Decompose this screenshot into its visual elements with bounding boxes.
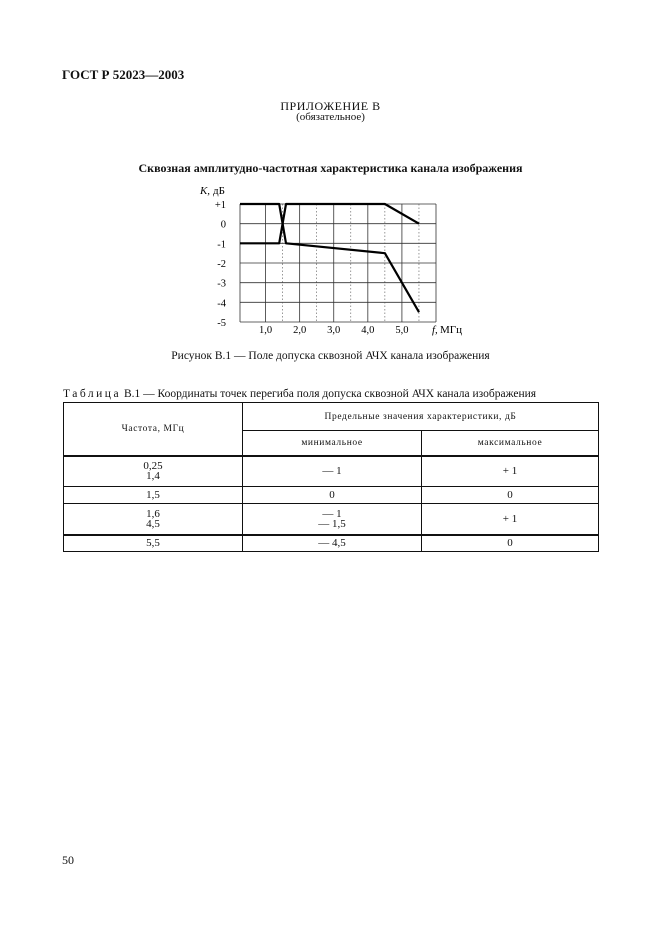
table-row: [64, 487, 599, 504]
cell-frequency-value: 1,5: [146, 489, 160, 501]
table-row: [64, 535, 599, 552]
table-row: [64, 504, 599, 535]
y-tick-label: -5: [217, 318, 226, 329]
y-tick-label: -1: [217, 239, 226, 251]
chart-tick-labels: [215, 200, 409, 336]
cell-frequency-value: 5,5: [146, 537, 160, 550]
table-caption: [63, 388, 536, 400]
tolerance-table: [63, 402, 599, 552]
cell-min: [243, 504, 422, 535]
chart-series: [240, 204, 419, 312]
figure-caption: Рисунок В.1 — Поле допуска сквозной АЧХ канала изображения: [171, 350, 490, 362]
x-axis-unit: МГц: [440, 324, 463, 336]
cell-min: [243, 535, 422, 552]
y-axis-symbol: К,: [200, 185, 211, 197]
y-tick-label: 0: [220, 219, 226, 231]
cell-min: [243, 487, 422, 504]
cell-frequency-value: 0,25: [143, 460, 163, 473]
cell-frequency-value: 1,6: [146, 507, 160, 520]
x-tick-label: 1,0: [259, 325, 273, 336]
y-tick-label: -4: [217, 298, 226, 310]
cell-frequency-value: 4,5: [146, 517, 160, 530]
table-caption-prefix: Таблица: [63, 388, 122, 400]
cell-frequency: [64, 504, 243, 535]
cell-min-value: — 1: [322, 507, 342, 520]
cell-max: + 1: [422, 456, 599, 487]
cell-frequency: [64, 487, 243, 504]
cell-max: + 1: [422, 504, 599, 535]
table-row: [64, 456, 599, 487]
cell-max: 0: [422, 535, 599, 552]
chart-grid: [240, 204, 436, 322]
x-tick-label: 5,0: [395, 325, 409, 336]
x-tick-label: 4,0: [361, 325, 375, 336]
col-frequency-header: Частота, МГц: [64, 403, 243, 456]
y-tick-label: -2: [217, 259, 226, 270]
cell-min-value: — 1: [322, 465, 342, 478]
frequency-response-chart: [0, 180, 661, 345]
x-axis-symbol: f,: [432, 324, 438, 336]
chart-title: Сквозная амплитудно-частотная характеристика канала изображения: [138, 161, 523, 175]
cell-max: 0: [422, 487, 599, 504]
cell-frequency: [64, 456, 243, 487]
appendix-subtitle: (обязательное): [296, 111, 365, 123]
page-number: 50: [62, 853, 74, 867]
table-caption-text: В.1 — Координаты точек перегиба поля допуска сквозной АЧХ канала изображения: [121, 388, 537, 400]
series-line-lower-limit: [240, 204, 419, 312]
cell-min-value: — 1,5: [318, 517, 346, 530]
document-code: ГОСТ Р 52023—2003: [62, 67, 185, 82]
col-limits-header: Предельные значения характеристики, дБ: [243, 403, 599, 431]
col-min-header: минимальное: [243, 431, 422, 456]
y-tick-label: +1: [214, 200, 226, 211]
cell-frequency: [64, 535, 243, 552]
cell-min-value: — 4,5: [318, 537, 346, 550]
appendix-title: ПРИЛОЖЕНИЕ В: [280, 99, 381, 113]
col-max-header: максимальное: [422, 431, 599, 456]
y-axis-unit: дБ: [213, 185, 225, 197]
cell-min-value: 0: [329, 489, 335, 501]
cell-frequency-value: 1,4: [146, 470, 160, 483]
cell-min: [243, 456, 422, 487]
x-tick-label: 3,0: [327, 325, 341, 336]
y-tick-label: -3: [217, 278, 226, 290]
x-tick-label: 2,0: [293, 325, 307, 336]
